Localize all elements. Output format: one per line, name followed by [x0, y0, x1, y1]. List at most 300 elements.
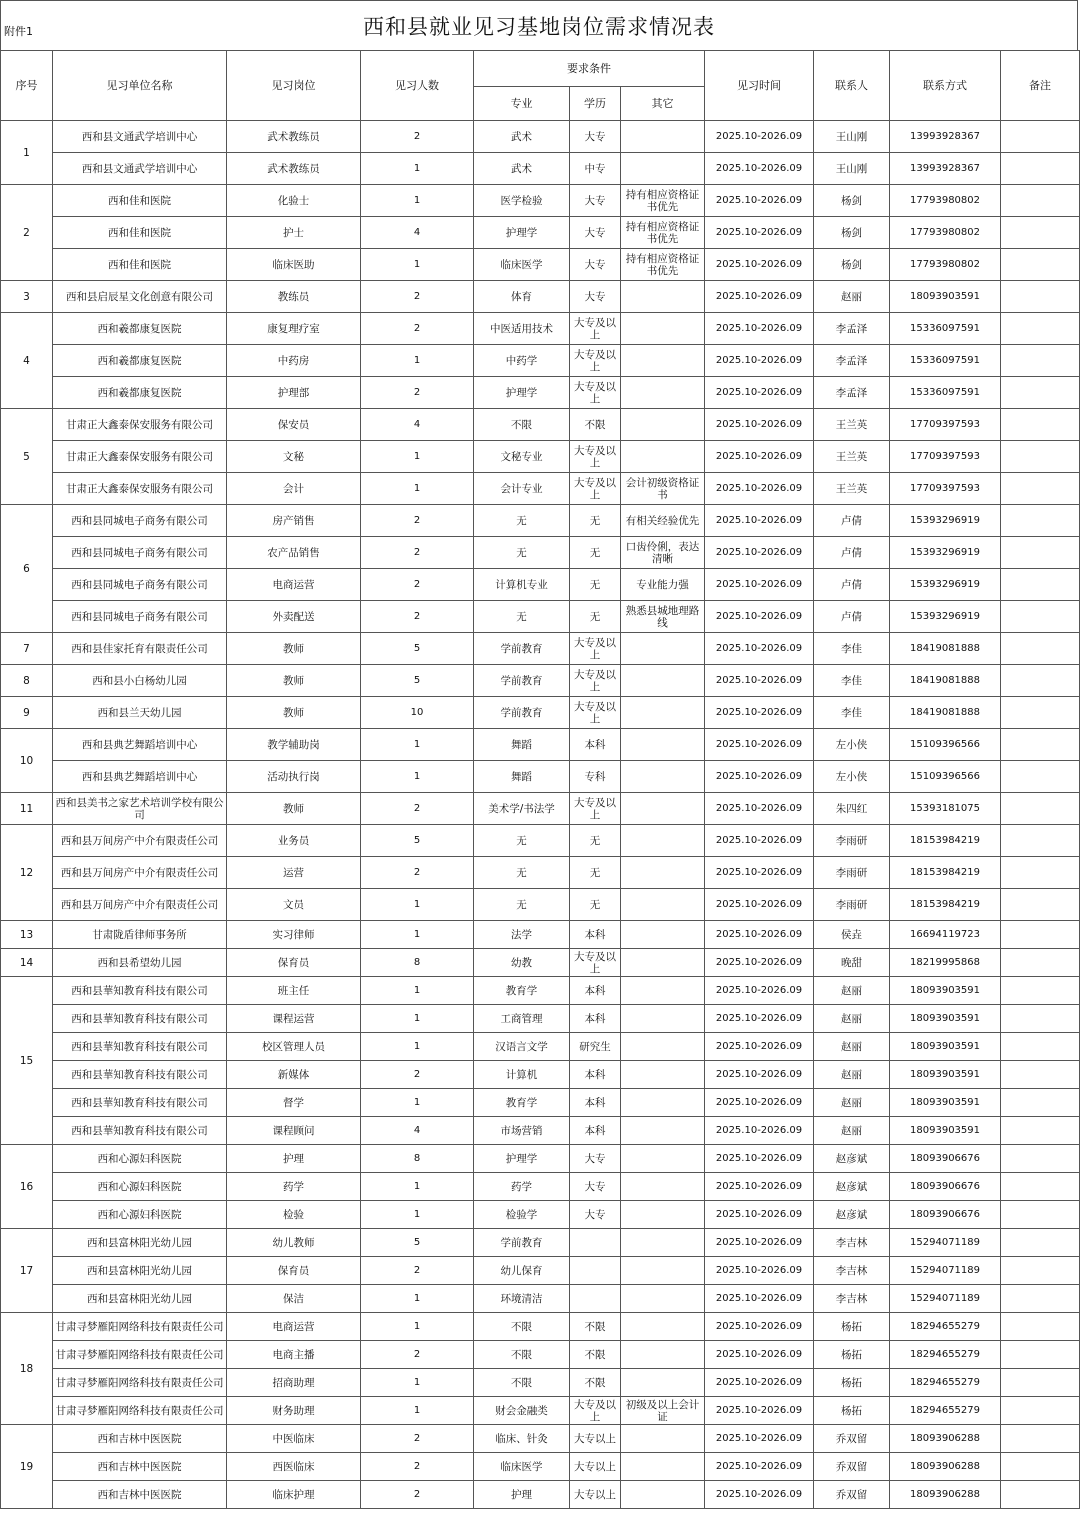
period-cell: 2025.10-2026.09 — [705, 249, 814, 281]
note-cell — [1001, 537, 1080, 569]
note-cell — [1001, 441, 1080, 473]
period-cell: 2025.10-2026.09 — [705, 153, 814, 185]
other-cell — [621, 1089, 705, 1117]
seq-cell: 3 — [1, 281, 53, 313]
education-cell: 专科 — [570, 761, 621, 793]
period-cell: 2025.10-2026.09 — [705, 921, 814, 949]
table-row — [1, 1005, 1080, 1033]
table-row — [1, 857, 1080, 889]
unit-name-cell: 西和县美书之家艺术培训学校有限公司 — [53, 793, 227, 825]
unit-name-cell: 甘肃正大鑫泰保安服务有限公司 — [53, 473, 227, 505]
table-row — [1, 1201, 1080, 1229]
table-row — [1, 409, 1080, 441]
unit-name-cell: 西和县富林阳光幼儿园 — [53, 1257, 227, 1285]
period-cell: 2025.10-2026.09 — [705, 1145, 814, 1173]
post-cell: 护理 — [227, 1145, 361, 1173]
post-cell: 会计 — [227, 473, 361, 505]
contact-cell: 赵丽 — [814, 1061, 890, 1089]
other-cell: 会计初级资格证书 — [621, 473, 705, 505]
table-row — [1, 697, 1080, 729]
contact-cell: 李雨研 — [814, 825, 890, 857]
table-row — [1, 1341, 1080, 1369]
major-cell: 环境清洁 — [474, 1285, 570, 1313]
other-cell — [621, 921, 705, 949]
other-cell — [621, 665, 705, 697]
phone-cell: 18093903591 — [890, 1033, 1001, 1061]
contact-cell: 赵丽 — [814, 1117, 890, 1145]
table-row — [1, 729, 1080, 761]
education-cell: 无 — [570, 569, 621, 601]
education-cell: 无 — [570, 889, 621, 921]
phone-cell: 18294655279 — [890, 1313, 1001, 1341]
major-cell: 教育学 — [474, 1089, 570, 1117]
note-cell — [1001, 1201, 1080, 1229]
major-cell: 计算机 — [474, 1061, 570, 1089]
count-cell: 1 — [361, 1089, 474, 1117]
education-cell: 本科 — [570, 1061, 621, 1089]
other-cell: 熟悉县城地理路线 — [621, 601, 705, 633]
note-cell — [1001, 1033, 1080, 1061]
contact-cell: 赵丽 — [814, 977, 890, 1005]
phone-cell: 18093903591 — [890, 1005, 1001, 1033]
note-cell — [1001, 857, 1080, 889]
post-cell: 活动执行岗 — [227, 761, 361, 793]
note-cell — [1001, 1117, 1080, 1145]
major-cell: 中药学 — [474, 345, 570, 377]
phone-cell: 18093903591 — [890, 1117, 1001, 1145]
seq-cell: 15 — [1, 977, 53, 1145]
post-cell: 新媒体 — [227, 1061, 361, 1089]
other-cell — [621, 1369, 705, 1397]
unit-name-cell: 西和县華知教育科技有限公司 — [53, 1005, 227, 1033]
post-cell: 房产销售 — [227, 505, 361, 537]
table-row — [1, 761, 1080, 793]
unit-name-cell: 西和吉林中医医院 — [53, 1481, 227, 1509]
period-cell: 2025.10-2026.09 — [705, 633, 814, 665]
seq-cell: 4 — [1, 313, 53, 409]
period-cell: 2025.10-2026.09 — [705, 1229, 814, 1257]
phone-cell: 17793980802 — [890, 217, 1001, 249]
count-cell: 2 — [361, 601, 474, 633]
major-cell: 美术学/书法学 — [474, 793, 570, 825]
note-cell — [1001, 1453, 1080, 1481]
table-row — [1, 569, 1080, 601]
contact-cell: 李吉林 — [814, 1229, 890, 1257]
unit-name-cell: 甘肃寻梦雁阳网络科技有限责任公司 — [53, 1397, 227, 1425]
count-cell: 4 — [361, 217, 474, 249]
education-cell: 本科 — [570, 1089, 621, 1117]
other-cell — [621, 409, 705, 441]
unit-name-cell: 西和县華知教育科技有限公司 — [53, 1089, 227, 1117]
other-cell — [621, 633, 705, 665]
unit-name-cell: 西和县文通武学培训中心 — [53, 121, 227, 153]
contact-cell: 杨拓 — [814, 1313, 890, 1341]
period-cell: 2025.10-2026.09 — [705, 217, 814, 249]
major-cell: 无 — [474, 537, 570, 569]
education-cell: 大专及以上 — [570, 313, 621, 345]
count-cell: 1 — [361, 889, 474, 921]
post-cell: 武术教练员 — [227, 121, 361, 153]
table-row — [1, 665, 1080, 697]
post-cell: 业务员 — [227, 825, 361, 857]
post-cell: 实习律师 — [227, 921, 361, 949]
period-cell: 2025.10-2026.09 — [705, 569, 814, 601]
period-cell: 2025.10-2026.09 — [705, 441, 814, 473]
period-cell: 2025.10-2026.09 — [705, 1341, 814, 1369]
major-cell: 法学 — [474, 921, 570, 949]
note-cell — [1001, 281, 1080, 313]
post-cell: 教师 — [227, 697, 361, 729]
phone-cell: 15393296919 — [890, 505, 1001, 537]
note-cell — [1001, 473, 1080, 505]
table-row — [1, 1229, 1080, 1257]
period-cell: 2025.10-2026.09 — [705, 377, 814, 409]
seq-cell: 12 — [1, 825, 53, 921]
contact-cell: 杨拓 — [814, 1341, 890, 1369]
education-cell: 大专及以上 — [570, 377, 621, 409]
major-cell: 护理学 — [474, 377, 570, 409]
page-title: 西和县就业见习基地岗位需求情况表 — [363, 15, 715, 39]
phone-cell: 18093906676 — [890, 1173, 1001, 1201]
education-cell: 大专 — [570, 1173, 621, 1201]
post-cell: 教练员 — [227, 281, 361, 313]
unit-name-cell: 西和佳和医院 — [53, 249, 227, 281]
table-row — [1, 1313, 1080, 1341]
post-cell: 课程运营 — [227, 1005, 361, 1033]
count-cell: 5 — [361, 1229, 474, 1257]
post-cell: 药学 — [227, 1173, 361, 1201]
major-cell: 市场营销 — [474, 1117, 570, 1145]
contact-cell: 王兰英 — [814, 473, 890, 505]
contact-cell: 乔双留 — [814, 1453, 890, 1481]
seq-cell: 5 — [1, 409, 53, 505]
table-row — [1, 121, 1080, 153]
count-cell: 1 — [361, 185, 474, 217]
count-cell: 5 — [361, 825, 474, 857]
post-cell: 西医临床 — [227, 1453, 361, 1481]
count-cell: 8 — [361, 949, 474, 977]
post-cell: 电商运营 — [227, 1313, 361, 1341]
unit-name-cell: 西和佳和医院 — [53, 185, 227, 217]
major-cell: 临床、针灸 — [474, 1425, 570, 1453]
count-cell: 2 — [361, 1061, 474, 1089]
major-cell: 医学检验 — [474, 185, 570, 217]
major-cell: 教育学 — [474, 977, 570, 1005]
major-cell: 无 — [474, 825, 570, 857]
phone-cell: 18294655279 — [890, 1397, 1001, 1425]
count-cell: 1 — [361, 473, 474, 505]
seq-cell: 13 — [1, 921, 53, 949]
major-cell: 会计专业 — [474, 473, 570, 505]
count-cell: 2 — [361, 1453, 474, 1481]
table-row — [1, 1089, 1080, 1117]
count-cell: 1 — [361, 1173, 474, 1201]
count-cell: 8 — [361, 1145, 474, 1173]
other-cell — [621, 1201, 705, 1229]
unit-name-cell: 西和心源妇科医院 — [53, 1173, 227, 1201]
education-cell: 大专 — [570, 217, 621, 249]
unit-name-cell: 西和县小白杨幼儿园 — [53, 665, 227, 697]
contact-cell: 杨拓 — [814, 1397, 890, 1425]
document-header — [0, 0, 1078, 50]
unit-name-cell: 甘肃正大鑫泰保安服务有限公司 — [53, 441, 227, 473]
other-cell — [621, 761, 705, 793]
contact-cell: 卢倩 — [814, 505, 890, 537]
major-cell: 武术 — [474, 153, 570, 185]
note-cell — [1001, 153, 1080, 185]
unit-name-cell: 甘肃寻梦雁阳网络科技有限责任公司 — [53, 1341, 227, 1369]
phone-cell: 17709397593 — [890, 473, 1001, 505]
contact-cell: 李吉林 — [814, 1285, 890, 1313]
unit-name-cell: 西和县万间房产中介有限责任公司 — [53, 889, 227, 921]
post-cell: 保安员 — [227, 409, 361, 441]
major-cell: 无 — [474, 505, 570, 537]
seq-cell: 8 — [1, 665, 53, 697]
unit-name-cell: 西和羲都康复医院 — [53, 345, 227, 377]
contact-cell: 左小侠 — [814, 729, 890, 761]
education-cell: 本科 — [570, 729, 621, 761]
note-cell — [1001, 949, 1080, 977]
unit-name-cell: 西和县同城电子商务有限公司 — [53, 601, 227, 633]
contact-cell: 李佳 — [814, 697, 890, 729]
other-cell — [621, 1285, 705, 1313]
period-cell: 2025.10-2026.09 — [705, 1089, 814, 1117]
education-cell: 大专及以上 — [570, 793, 621, 825]
period-cell: 2025.10-2026.09 — [705, 825, 814, 857]
post-cell: 课程顾问 — [227, 1117, 361, 1145]
note-cell — [1001, 409, 1080, 441]
count-cell: 4 — [361, 1117, 474, 1145]
note-cell — [1001, 1313, 1080, 1341]
major-cell: 工商管理 — [474, 1005, 570, 1033]
education-cell: 大专及以上 — [570, 441, 621, 473]
note-cell — [1001, 665, 1080, 697]
unit-name-cell: 西和县華知教育科技有限公司 — [53, 1117, 227, 1145]
seq-cell: 2 — [1, 185, 53, 281]
phone-cell: 18419081888 — [890, 697, 1001, 729]
other-cell — [621, 1061, 705, 1089]
other-cell: 持有相应资格证书优先 — [621, 185, 705, 217]
contact-cell: 乔双留 — [814, 1425, 890, 1453]
period-cell: 2025.10-2026.09 — [705, 601, 814, 633]
other-cell — [621, 1229, 705, 1257]
contact-cell: 李孟泽 — [814, 313, 890, 345]
other-cell — [621, 1341, 705, 1369]
other-cell — [621, 281, 705, 313]
other-cell — [621, 1005, 705, 1033]
period-cell: 2025.10-2026.09 — [705, 697, 814, 729]
education-cell: 无 — [570, 537, 621, 569]
period-cell: 2025.10-2026.09 — [705, 505, 814, 537]
other-cell: 持有相应资格证书优先 — [621, 217, 705, 249]
count-cell: 2 — [361, 313, 474, 345]
other-cell — [621, 1257, 705, 1285]
note-cell — [1001, 1341, 1080, 1369]
education-cell: 大专 — [570, 249, 621, 281]
count-cell: 5 — [361, 633, 474, 665]
period-cell: 2025.10-2026.09 — [705, 1117, 814, 1145]
seq-cell: 6 — [1, 505, 53, 633]
other-cell — [621, 889, 705, 921]
period-cell: 2025.10-2026.09 — [705, 1369, 814, 1397]
post-cell: 外卖配送 — [227, 601, 361, 633]
seq-cell: 17 — [1, 1229, 53, 1313]
period-cell: 2025.10-2026.09 — [705, 121, 814, 153]
header-note: 备注 — [1001, 51, 1080, 121]
table-row — [1, 1033, 1080, 1061]
seq-cell: 19 — [1, 1425, 53, 1509]
phone-cell: 15336097591 — [890, 377, 1001, 409]
education-cell — [570, 1257, 621, 1285]
header-unit: 见习单位名称 — [53, 51, 227, 121]
other-cell — [621, 1313, 705, 1341]
major-cell: 检验学 — [474, 1201, 570, 1229]
table-row — [1, 1257, 1080, 1285]
period-cell: 2025.10-2026.09 — [705, 665, 814, 697]
education-cell: 大专及以上 — [570, 633, 621, 665]
unit-name-cell: 西和羲都康复医院 — [53, 313, 227, 345]
major-cell: 无 — [474, 601, 570, 633]
note-cell — [1001, 377, 1080, 409]
phone-cell: 18294655279 — [890, 1341, 1001, 1369]
phone-cell: 18419081888 — [890, 665, 1001, 697]
contact-cell: 卢倩 — [814, 537, 890, 569]
contact-cell: 李雨研 — [814, 857, 890, 889]
phone-cell: 18093906676 — [890, 1145, 1001, 1173]
contact-cell: 李雨研 — [814, 889, 890, 921]
period-cell: 2025.10-2026.09 — [705, 949, 814, 977]
contact-cell: 李孟泽 — [814, 377, 890, 409]
positions-table — [0, 50, 1080, 1509]
count-cell: 2 — [361, 569, 474, 601]
phone-cell: 16694119723 — [890, 921, 1001, 949]
contact-cell: 王山刚 — [814, 121, 890, 153]
post-cell: 农产品销售 — [227, 537, 361, 569]
education-cell: 无 — [570, 601, 621, 633]
phone-cell: 18093906288 — [890, 1453, 1001, 1481]
contact-cell: 杨拓 — [814, 1369, 890, 1397]
major-cell: 药学 — [474, 1173, 570, 1201]
unit-name-cell: 西和心源妇科医院 — [53, 1145, 227, 1173]
education-cell: 本科 — [570, 921, 621, 949]
seq-cell: 16 — [1, 1145, 53, 1229]
phone-cell: 18153984219 — [890, 857, 1001, 889]
contact-cell: 晚甜 — [814, 949, 890, 977]
unit-name-cell: 西和县華知教育科技有限公司 — [53, 1061, 227, 1089]
education-cell: 中专 — [570, 153, 621, 185]
period-cell: 2025.10-2026.09 — [705, 977, 814, 1005]
count-cell: 2 — [361, 377, 474, 409]
post-cell: 电商运营 — [227, 569, 361, 601]
education-cell: 大专及以上 — [570, 665, 621, 697]
post-cell: 运营 — [227, 857, 361, 889]
period-cell: 2025.10-2026.09 — [705, 1257, 814, 1285]
education-cell — [570, 1229, 621, 1257]
other-cell — [621, 441, 705, 473]
count-cell: 1 — [361, 729, 474, 761]
other-cell — [621, 1481, 705, 1509]
phone-cell: 13993928367 — [890, 153, 1001, 185]
unit-name-cell: 西和县富林阳光幼儿园 — [53, 1285, 227, 1313]
other-cell — [621, 1145, 705, 1173]
note-cell — [1001, 793, 1080, 825]
period-cell: 2025.10-2026.09 — [705, 473, 814, 505]
count-cell: 1 — [361, 1397, 474, 1425]
table-row — [1, 473, 1080, 505]
post-cell: 教师 — [227, 665, 361, 697]
table-row — [1, 1285, 1080, 1313]
education-cell: 不限 — [570, 409, 621, 441]
period-cell: 2025.10-2026.09 — [705, 729, 814, 761]
count-cell: 1 — [361, 1313, 474, 1341]
count-cell: 2 — [361, 537, 474, 569]
seq-cell: 9 — [1, 697, 53, 729]
table-row — [1, 889, 1080, 921]
contact-cell: 左小侠 — [814, 761, 890, 793]
education-cell: 大专 — [570, 185, 621, 217]
phone-cell: 15336097591 — [890, 313, 1001, 345]
table-header — [1, 51, 1080, 121]
other-cell — [621, 697, 705, 729]
phone-cell: 17793980802 — [890, 249, 1001, 281]
other-cell — [621, 1033, 705, 1061]
note-cell — [1001, 1397, 1080, 1425]
post-cell: 保育员 — [227, 1257, 361, 1285]
education-cell: 无 — [570, 825, 621, 857]
count-cell: 1 — [361, 441, 474, 473]
note-cell — [1001, 345, 1080, 377]
note-cell — [1001, 1061, 1080, 1089]
unit-name-cell: 西和县启辰星文化创意有限公司 — [53, 281, 227, 313]
period-cell: 2025.10-2026.09 — [705, 889, 814, 921]
note-cell — [1001, 921, 1080, 949]
period-cell: 2025.10-2026.09 — [705, 1201, 814, 1229]
count-cell: 2 — [361, 1481, 474, 1509]
post-cell: 校区管理人员 — [227, 1033, 361, 1061]
note-cell — [1001, 505, 1080, 537]
phone-cell: 15393181075 — [890, 793, 1001, 825]
post-cell: 督学 — [227, 1089, 361, 1117]
phone-cell: 17709397593 — [890, 409, 1001, 441]
unit-name-cell: 甘肃陇盾律师事务所 — [53, 921, 227, 949]
contact-cell: 王兰英 — [814, 441, 890, 473]
major-cell: 不限 — [474, 409, 570, 441]
period-cell: 2025.10-2026.09 — [705, 1285, 814, 1313]
note-cell — [1001, 121, 1080, 153]
major-cell: 学前教育 — [474, 1229, 570, 1257]
table-row — [1, 1397, 1080, 1425]
header-major: 专业 — [474, 87, 570, 121]
education-cell: 不限 — [570, 1341, 621, 1369]
header-post: 见习岗位 — [227, 51, 361, 121]
phone-cell: 15294071189 — [890, 1285, 1001, 1313]
table-row — [1, 249, 1080, 281]
phone-cell: 18093903591 — [890, 1089, 1001, 1117]
note-cell — [1001, 217, 1080, 249]
table-row — [1, 1145, 1080, 1173]
table-row — [1, 1481, 1080, 1509]
phone-cell: 15109396566 — [890, 761, 1001, 793]
unit-name-cell: 甘肃寻梦雁阳网络科技有限责任公司 — [53, 1313, 227, 1341]
phone-cell: 15393296919 — [890, 537, 1001, 569]
contact-cell: 李佳 — [814, 633, 890, 665]
count-cell: 5 — [361, 665, 474, 697]
education-cell: 大专 — [570, 1201, 621, 1229]
note-cell — [1001, 825, 1080, 857]
unit-name-cell: 西和县佳家托育有限责任公司 — [53, 633, 227, 665]
period-cell: 2025.10-2026.09 — [705, 1173, 814, 1201]
note-cell — [1001, 601, 1080, 633]
